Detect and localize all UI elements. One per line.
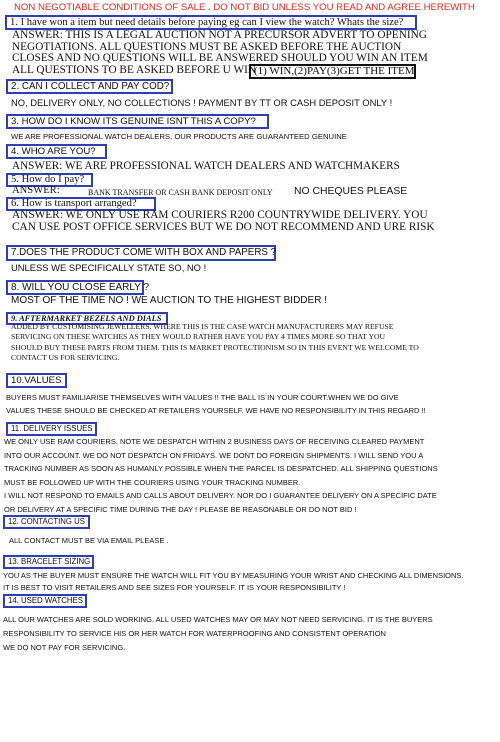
answer-q4: ANSWER: WE ARE PROFESSIONAL WATCH DEALERS AND WATCHMAKERS [12,160,400,172]
answer-q10-line: VALUES THESE SHOULD BE CHECKED AT RETAILERS YOURSELF. WE HAVE NO RESPONSIBILITY IN THIS REGARD !! [6,406,426,415]
answer-q14 [3,613,433,654]
answer-q14-line: ALL OUR WATCHES ARE SOLD WORKING. ALL USED WATCHES MAY OR MAY NOT NEED SERVICING. IT IS THE BUYERS [3,615,433,624]
heading-q3: 3. HOW DO I KNOW ITS GENUINE ISNT THIS A COPY? [6,114,269,129]
answer-q11-line: INTO OUR ACCOUNT. WE DO NOT DESPATCH ON FRIDAYS. WE DONT DO FOREIGN SHIPMENTS. I WILL SEND YOU A [4,450,424,460]
answer-q9-line: SHOULD BUY THESE PARTS FROM THEM. THIS IS MARKET PROTECTIONISM SO IN THIS EVENT WE WELCOME TO [11,342,419,352]
answer-q11-line: OR DELIVERY AT A SPECIFIC TIME DURING THE DAY ! PLEASE BE REASONABLE OR DO NOT BID ! [4,504,357,514]
answer-q14-line: RESPONSIBILITY TO SERVICE HIS OR HER WATCH FOR WATERPROOFING AND CONSISTENT OPERATION [3,628,386,638]
answer-q10-line: BUYERS MUST FAMILIARISE THEMSELVES WITH VALUES !! THE BALL IS IN YOUR COURT.WHEN WE DO GIVE [6,393,399,402]
answer-q10 [6,391,426,417]
heading-q13: 13. BRACELET SIZING [3,555,94,569]
answer-q6-line: ANSWER: WE ONLY USE RAM COURIERS R200 COUNTRYWIDE DELIVERY. YOU [12,209,428,221]
answer-q5-payment-methods: BANK TRANSFER OR CASH BANK DEPOSIT ONLY [88,188,273,197]
answer-q11-line: WE ONLY USE RAM COURIERS. NOTE WE DESPATCH WITHIN 2 BUSINESS DAYS OF RECEIVING CLEARED PAYMENT [4,437,425,446]
answer-q1-line: ANSWER: THIS IS A LEGAL AUCTION NOT A PRECURSOR ADVERT TO OPENING [12,29,427,41]
heading-q7: 7.DOES THE PRODUCT COME WITH BOX AND PAPERS ? [6,245,276,261]
heading-q5: 5. How do I pay? [6,173,93,187]
answer-q1-line: ALL QUESTIONS TO BE ASKED BEFORE U WIN [12,63,257,76]
answer-q13-line: YOU AS THE BUYER MUST ENSURE THE WATCH WILL FIT YOU BY MEASURING YOUR WRIST AND CHECKING ALL DIMENSIONS. [3,571,464,580]
page-title: NON NEGOTIABLE CONDITIONS OF SALE . DO NOT BID UNLESS YOU READ AND AGREE HEREWITH [14,2,475,13]
answer-q5-label: ANSWER: [12,185,60,196]
heading-q8: 8. WILL YOU CLOSE EARLY ? [6,280,144,295]
answer-q9-line: CONTACT US FOR SERVICING. [11,352,120,362]
answer-q1-line: CLOSES AND NO QUESTIONS WILL BE ANSWERED SHOULD YOU WIN AN ITEM [12,52,428,65]
answer-q5-no-cheques: NO CHEQUES PLEASE [294,186,408,197]
answer-q11 [4,435,438,517]
answer-q1-line: NEGOTIATIONS. ALL QUESTIONS MUST BE ASKED BEFORE THE AUCTION [12,40,402,53]
answer-q6 [12,209,435,233]
heading-q1: 1. I have won a item but need details before paying eg can I view the watch? Whats the size? [5,15,417,30]
heading-q11: 11. DELIVERY ISSUES [6,422,97,436]
answer-q3: WE ARE PROFESSIONAL WATCH DEALERS, OUR PRODUCTS ARE GUARANTEED GENUINE [11,132,347,141]
answer-q11-line: I WILL NOT RESPOND TO EMAILS AND CALLS ABOUT DELIVERY. NOR DO I GUARANTEE DELIVERY ON A SPECIFIC DATE [4,491,437,501]
answer-q9 [11,322,419,363]
answer-q9-line: SERVICING ON THESE WATCHES AS THEY WOULD RATHER HAVE YOU PAY 4 TIMES MORE SO THAT YOU [11,332,386,342]
answer-q11-line: MUST BE FOLLOWED UP WITH THE COURIERS USING YOUR TRACKING NUMBER. [4,477,301,487]
answer-q8: MOST OF THE TIME NO ! WE AUCTION TO THE HIGHEST BIDDER ! [11,295,327,306]
answer-q13-line: IT IS BEST TO VISIT RETAILERS AND SEE SIZES FOR YOURSELF. IT IS YOUR RESPONSIBILITY ! [3,582,346,592]
win-pay-get-box: (1) WIN,(2)PAY(3)GET THE ITEM [249,64,416,79]
heading-q14: 14. USED WATCHES [3,594,87,608]
answer-q9-line: ADDED BY CUSTOMISING JEWELLERS. WHERE THIS IS THE CASE WATCH MANUFACTURERS MAY REFUSE [11,322,394,331]
answer-q7: UNLESS WE SPECIFICALLY STATE SO, NO ! [11,262,207,273]
answer-q6-line: CAN USE POST OFFICE SERVICES BUT WE DO NOT RECOMMEND AND URE RISK [12,221,435,233]
heading-q2: 2. CAN I COLLECT AND PAY COD? [6,79,173,94]
heading-q4: 4. WHO ARE YOU? [6,144,107,159]
answer-q11-line: TRACKING NUMBER AS SOON AS HUMANLY POSSIBLE WHEN THE PARCEL IS DESPATCHED. ALL SHIPPING QUESTIONS [4,464,438,474]
answer-q12: ALL CONTACT MUST BE VIA EMAIL PLEASE . [9,536,169,545]
heading-q9: 9. AFTERMARKET BEZELS AND DIALS [6,312,168,325]
answer-q14-line: WE DO NOT PAY FOR SERVICING. [3,642,126,652]
answer-q13 [3,570,464,593]
heading-q6: 6. How is transport arranged? [6,197,156,211]
heading-q12: 12. CONTACTING US [3,515,90,529]
answer-q2: NO, DELIVERY ONLY, NO COLLECTIONS ! PAYMENT BY TT OR CASH DEPOSIT ONLY ! [11,97,393,108]
heading-q10: 10.VALUES [6,373,67,388]
